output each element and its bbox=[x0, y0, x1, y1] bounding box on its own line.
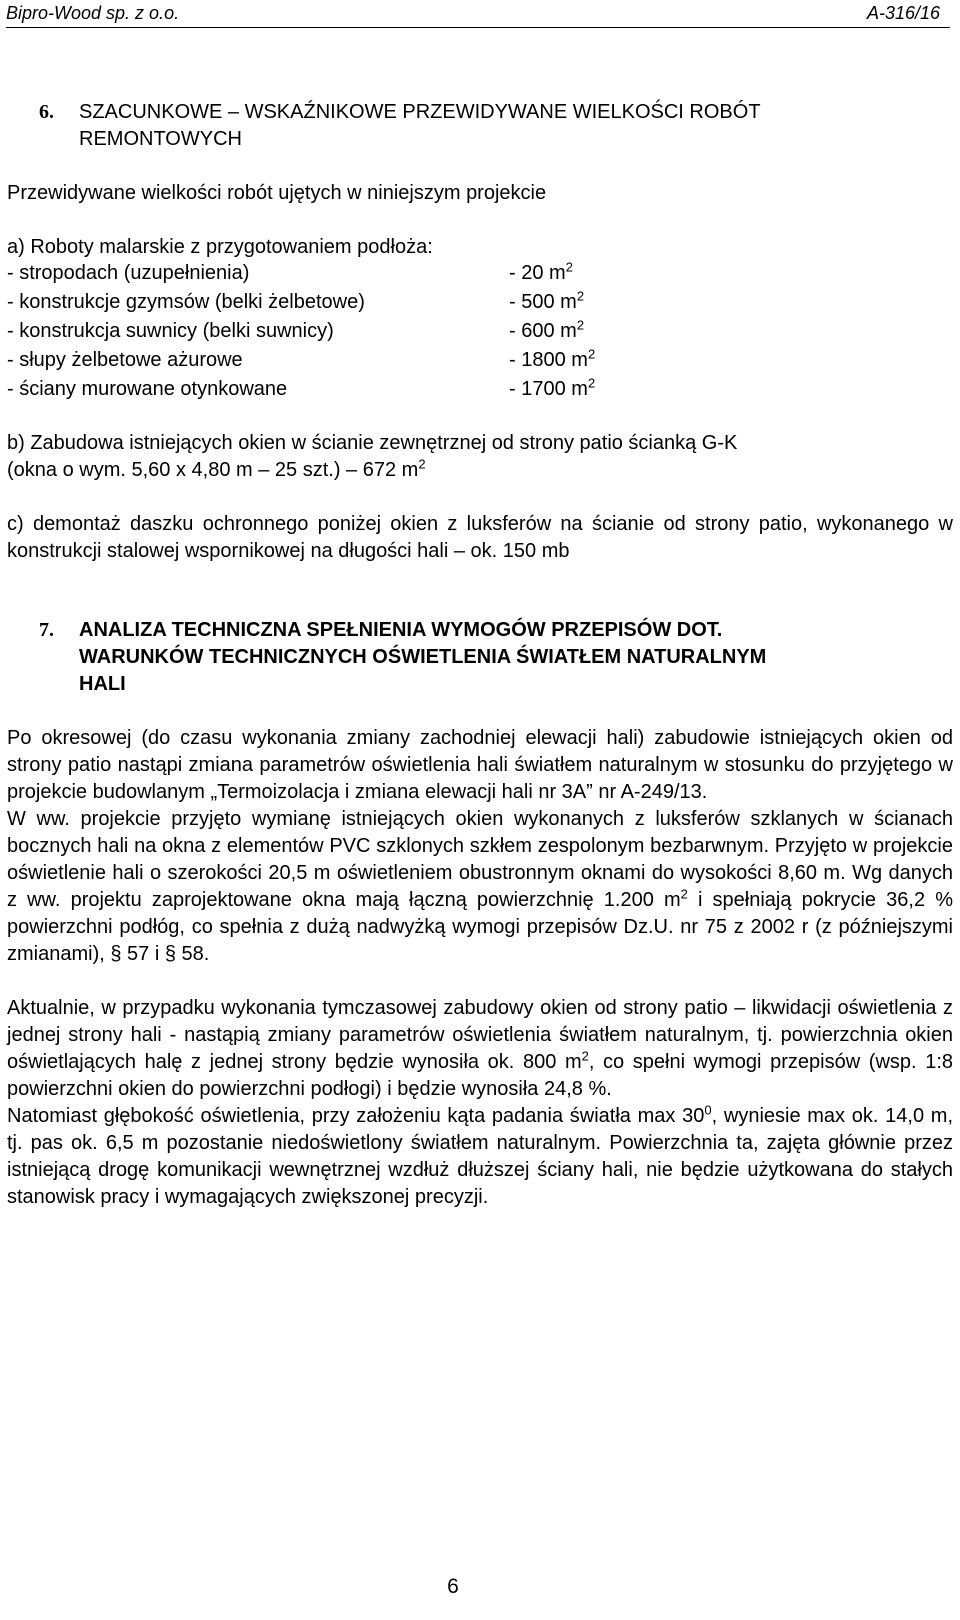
list-item-value: - 1800 $m^2$ bbox=[509, 346, 596, 371]
list-item-label: - ściany murowane otynkowane bbox=[7, 378, 288, 400]
section6-intro: Przewidywane wielkości robót ujętych w niniejszym projekcie bbox=[7, 182, 547, 204]
section7-title-line3: HALI bbox=[79, 673, 126, 695]
header-doc-code: A-316/16 bbox=[866, 3, 940, 23]
list-item bbox=[7, 259, 953, 288]
section7-number: 7. bbox=[39, 619, 54, 641]
list-item bbox=[7, 317, 953, 346]
list-item bbox=[7, 375, 953, 404]
list-item-value: - 600 $m^2$ bbox=[509, 317, 585, 342]
header-rule bbox=[6, 27, 950, 28]
section7-title-row1 bbox=[7, 617, 953, 644]
section6-title-line2: REMONTOWYCH bbox=[79, 128, 242, 150]
section7-title-line1: ANALIZA TECHNICZNA SPEŁNIENIA WYMOGÓW PRZEPISÓW DOT. bbox=[79, 619, 723, 641]
section6-a-list bbox=[7, 259, 953, 404]
section6-title-line1: SZACUNKOWE – WSKAŹNIKOWE PRZEWIDYWANE WIELKOŚCI ROBÓT bbox=[79, 101, 761, 123]
list-item-label: - konstrukcja suwnicy (belki suwnicy) bbox=[7, 320, 334, 342]
section7-paragraph-2: W ww. projekcie przyjęto wymianę istniejących okien wykonanych z luksferów szklanych w ścianach bocznych hali na okna z elementów PVC szklonych szkłem zespolonym bezbarwnym. Przyjęto w projekcie oświetlenie hali o szerokości 20,5 m oświetleniem obustronnym oknami do wysokości 8,60 m. Wg danych z ww. projektu zaprojektowane okna mają łączną powierzchnię 1.200 $m^2$ i spełniają pokrycie 36,2 % powierzchni podłóg, co spełnia z dużą nadwyżką wymogi przepisów Dz.U. nr 75 z 2002 r (z późniejszymi zmianami), § 57 i § 58. bbox=[7, 808, 953, 965]
main-content bbox=[7, 99, 953, 1211]
list-item-value: - 500 $m^2$ bbox=[509, 288, 585, 313]
page-number: 6 bbox=[447, 1575, 459, 1598]
list-item-value: - 1700 $m^2$ bbox=[509, 375, 596, 400]
section7-title bbox=[7, 617, 953, 698]
list-item bbox=[7, 288, 953, 317]
list-item-value: - 20 $m^2$ bbox=[509, 259, 573, 284]
list-item bbox=[7, 346, 953, 375]
section6-c-text: c) demontaż daszku ochronnego poniżej okien z luksferów na ścianie od strony patio, wykonanego w konstrukcji stalowej wspornikowej na długości hali – ok. 150 mb bbox=[7, 513, 953, 562]
section6-a-heading: a) Roboty malarskie z przygotowaniem podłoża: bbox=[7, 236, 433, 258]
section6-number: 6. bbox=[39, 101, 54, 123]
section7-paragraph-4: Natomiast głębokość oświetlenia, przy założeniu kąta padania światła $\max 30^0$, wyniesie max ok. 14,0 m, tj. pas ok. 6,5 m pozostanie niedoświetlony światłem naturalnym. Powierzchnia ta, zajęta głównie przez istniejącą drogę komunikacji wewnętrznej wzdłuż dłuższej ściany hali, nie będzie użytkowana do stałych stanowisk pracy i wymagających zwiększonej precyzji. bbox=[7, 1102, 953, 1208]
list-item-label: - konstrukcje gzymsów (belki żelbetowe) bbox=[7, 291, 365, 313]
list-item-label: - stropodach (uzupełnienia) bbox=[7, 262, 250, 284]
list-item-label: - słupy żelbetowe ażurowe bbox=[7, 349, 243, 371]
header-company: Bipro-Wood sp. z o.o. bbox=[6, 3, 180, 23]
section6-b-line1: b) Zabudowa istniejących okien w ścianie zewnętrznej od strony patio ścianką G-K bbox=[7, 432, 738, 454]
section6-b-line2: (okna o wym. 5,60 x 4,80 m – 25 szt.) – 672 $m^2$ bbox=[7, 456, 426, 481]
section6-title-line2-wrap bbox=[7, 126, 953, 153]
section7-title-line2: WARUNKÓW TECHNICZNYCH OŚWIETLENIA ŚWIATŁEM NATURALNYM bbox=[79, 646, 767, 668]
section6-title bbox=[7, 99, 953, 126]
section7-paragraph-3: Aktualnie, w przypadku wykonania tymczasowej zabudowy okien od strony patio – likwidacji oświetlenia z jednej strony hali - nastąpią zmiany parametrów oświetlenia światłem naturalnym, tj. powierzchnia okien oświetlających halę z jednej strony będzie wynosiła ok. 800 $m^2$, co spełni wymogi przepisów (wsp. 1:8 powierzchni okien do powierzchni podłogi) i będzie wynosiła 24,8 %. bbox=[7, 997, 953, 1100]
section7-paragraph-1: Po okresowej (do czasu wykonania zmiany zachodniej elewacji hali) zabudowie istniejących okien od strony patio nastąpi zmiana parametrów oświetlenia hali światłem naturalnym w stosunku do przyjętego w projekcie budowlanym „Termoizolacja i zmiana elewacji hali nr 3A” nr A-249/13. bbox=[7, 727, 953, 803]
